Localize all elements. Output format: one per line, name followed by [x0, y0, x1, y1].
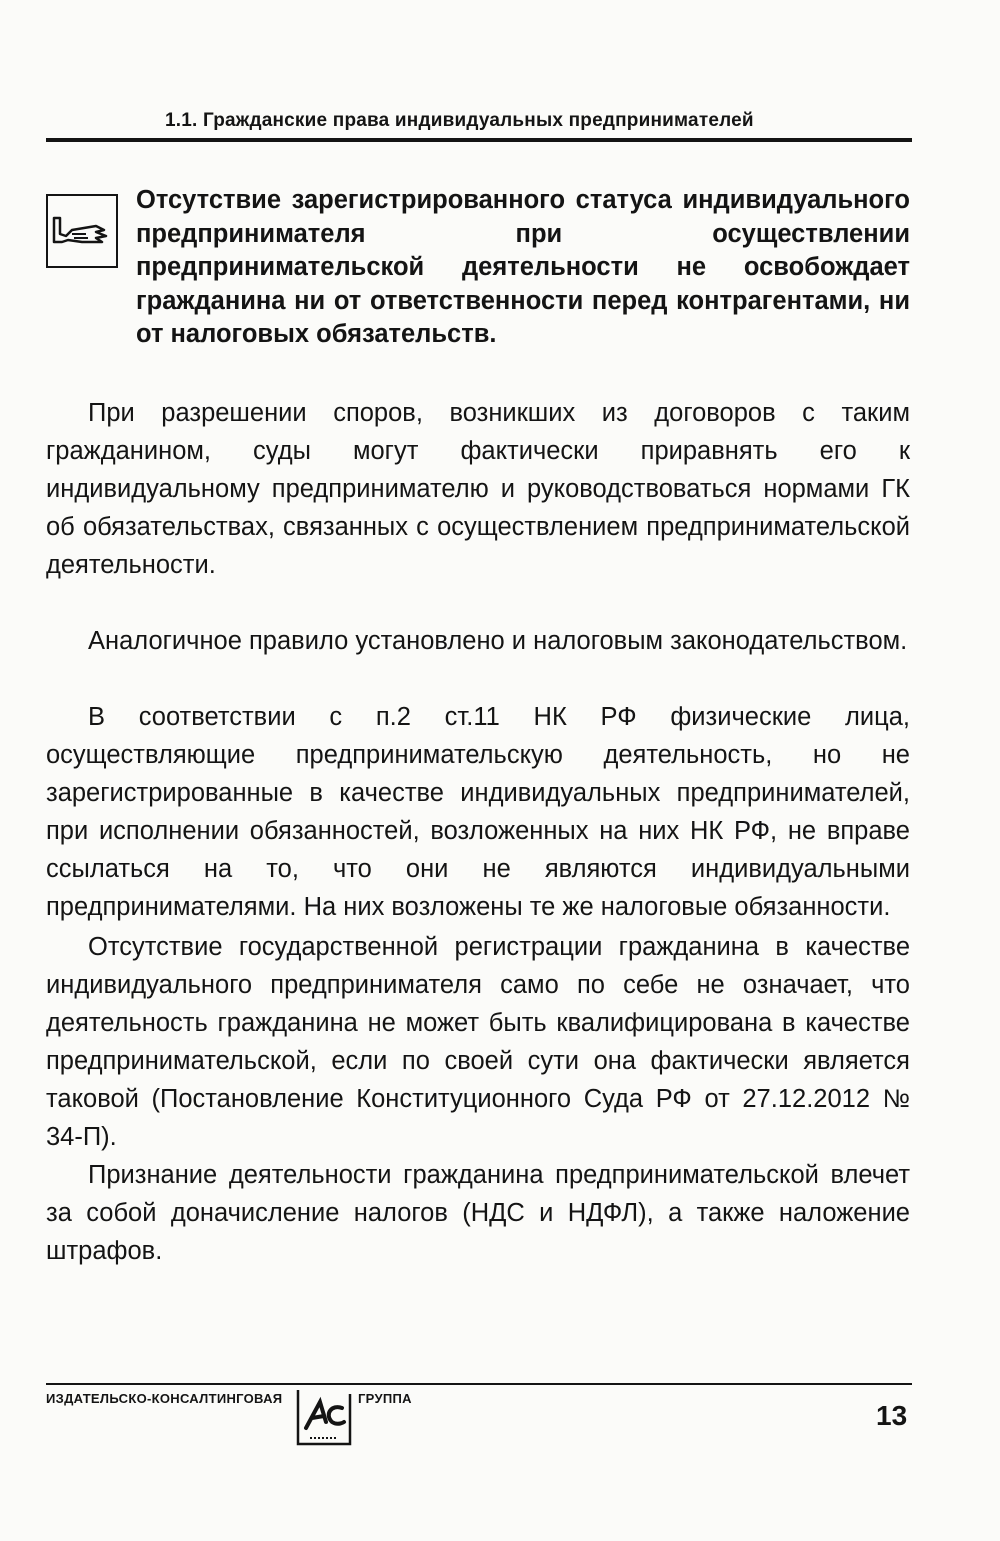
paragraph: В соответствии с п.2 ст.11 НК РФ физические лица, осуществляющие предпринимательскую деятельность, но не зарегистрированные в качестве индивидуальных предпринимателей, при исполнении обязанностей, возложенных на них НК РФ, не вправе ссылаться на то, что они не являются индивидуальными предпринимателями. На них возложены те же налоговые обязанности.: [46, 703, 910, 921]
paragraph: Признание деятельности гражданина предпринимательской влечет за собой доначисление налогов (НДС и НДФЛ), а также наложение штрафов.: [46, 1161, 910, 1265]
publisher-logo-icon: [292, 1386, 356, 1450]
paragraph: Отсутствие государственной регистрации гражданина в качестве индивидуального предпринимателя само по себе не означает, что деятельность гражданина не может быть квалифицирована в качестве предпринимательской, если по своей сути она фактически является таковой (Постановление Конституционного Суда РФ от 27.12.2012 № 34-П).: [46, 933, 910, 1151]
note-text: Отсутствие зарегистрированного статуса индивидуального предпринимателя при осуществлении предпринимательской деятельности не освобождает гражданина ни от ответственности перед контрагентами, ни от налоговых обязательств.: [136, 186, 910, 348]
pointing-hand-icon: [46, 194, 118, 268]
footer-rule: [46, 1383, 912, 1385]
paragraph: Аналогичное правило установлено и налоговым законодательством.: [88, 627, 908, 655]
publisher-group: ГРУППА: [358, 1391, 412, 1406]
page-number: 13: [876, 1400, 908, 1431]
publisher-name: ИЗДАТЕЛЬСКО-КОНСАЛТИНГОВАЯ: [46, 1391, 283, 1406]
running-title: 1.1. Гражданские права индивидуальных предпринимателей: [165, 110, 754, 131]
header-rule: [46, 138, 912, 142]
paragraph: При разрешении споров, возникших из договоров с таким гражданином, суды могут фактически приравнять его к индивидуальному предпринимателю и руководствоваться нормами ГК об обязательствах, связанных с осуществлением предпринимательской деятельности.: [46, 399, 910, 579]
